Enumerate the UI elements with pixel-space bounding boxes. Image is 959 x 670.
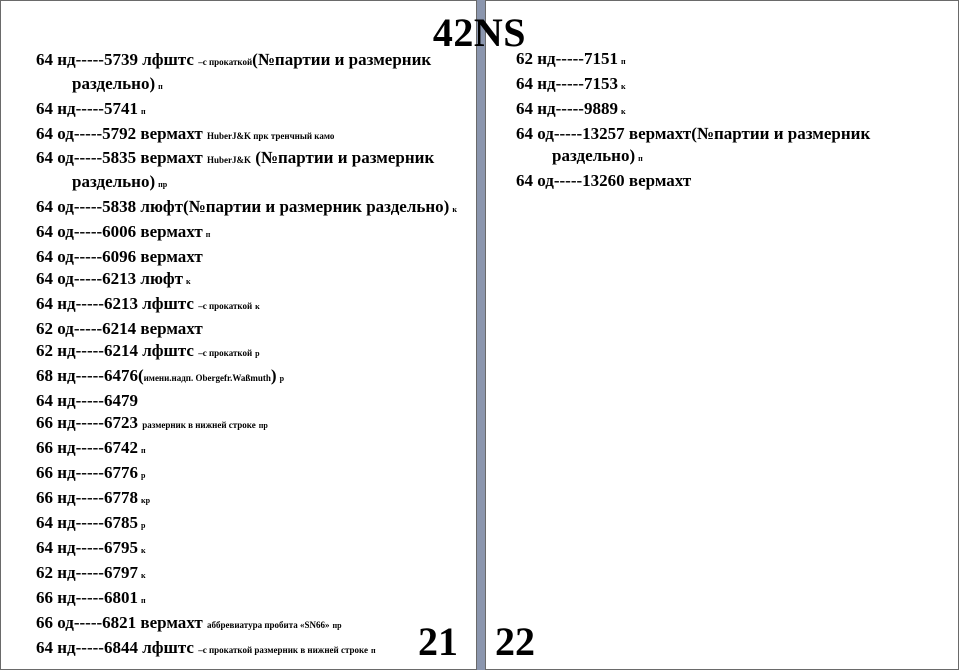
entry-mark: п bbox=[140, 596, 146, 605]
entry-line bbox=[516, 98, 956, 123]
entry-note-text: размерник в нижней строке bbox=[142, 420, 256, 430]
entry-main-text: 66 од-----6821 вермахт bbox=[36, 613, 207, 632]
entry-line bbox=[36, 390, 466, 412]
entry-note-text: –с прокаткой размерник в нижней строке bbox=[198, 645, 368, 655]
entry-line bbox=[36, 537, 466, 562]
entry-mark: к bbox=[620, 107, 626, 116]
entry-note-text: –с прокаткой bbox=[198, 348, 253, 358]
entry-line bbox=[36, 437, 466, 462]
entry-main-text: 64 нд-----5741 bbox=[36, 99, 138, 118]
left-page-entry-list bbox=[36, 49, 466, 662]
page-number-left: 21 bbox=[418, 619, 458, 664]
entry-main-text: 64 од-----5835 вермахт bbox=[36, 148, 207, 167]
entry-mark: п bbox=[140, 107, 146, 116]
entry-mark: п bbox=[205, 230, 211, 239]
entry-line bbox=[36, 98, 466, 123]
entry-mark: пр bbox=[158, 180, 168, 189]
entry-main-text: 64 од-----13257 вермахт(№партии и размерник раздельно) bbox=[516, 124, 871, 165]
entry-main-text: 64 нд-----6213 лфштс bbox=[36, 294, 199, 313]
entry-line bbox=[516, 73, 956, 98]
entry-tail-text: (№партии и размерник раздельно) bbox=[72, 50, 432, 93]
entry-line bbox=[36, 340, 466, 365]
entry-note-text: имени.надп. Obergefr.Waßmuth bbox=[143, 373, 271, 383]
entry-main-text: 64 нд-----6795 bbox=[36, 538, 138, 557]
entry-main-text: 68 нд-----6476( bbox=[36, 366, 144, 385]
entry-tail-text: (№партии и размерник раздельно) bbox=[72, 148, 435, 191]
entry-note-text: аббревиатура пробита «SN66» bbox=[206, 620, 330, 630]
entry-note-text: –с прокаткой bbox=[198, 301, 253, 311]
entry-main-text: 66 нд-----6723 bbox=[36, 413, 143, 432]
entry-main-text: 62 нд-----7151 bbox=[516, 49, 618, 68]
entry-main-text: 66 нд-----6776 bbox=[36, 463, 138, 482]
entry-main-text: 64 од-----5838 люфт(№партии и размерник раздельно) bbox=[36, 197, 450, 216]
entry-mark: пр bbox=[258, 421, 268, 430]
entry-line bbox=[36, 318, 466, 340]
entry-mark: к bbox=[140, 546, 146, 555]
entry-note-text: HuberJ&K bbox=[206, 155, 251, 165]
entry-main-text: 64 од-----6213 люфт bbox=[36, 269, 183, 288]
document-title: 42NS bbox=[432, 10, 527, 55]
entry-line bbox=[36, 587, 466, 612]
entry-line bbox=[36, 196, 466, 221]
entry-mark: п bbox=[140, 446, 146, 455]
entry-tail-text: ) bbox=[270, 366, 277, 385]
entry-mark: к bbox=[140, 571, 146, 580]
entry-line bbox=[36, 562, 466, 587]
entry-mark: п bbox=[638, 154, 643, 163]
entry-line bbox=[36, 221, 466, 246]
entry-line bbox=[36, 268, 466, 293]
entry-main-text: 64 нд-----5739 лфштс bbox=[36, 50, 199, 69]
entry-mark: п bbox=[620, 57, 626, 66]
entry-mark: п bbox=[158, 82, 163, 91]
entry-mark: пр bbox=[332, 621, 342, 630]
entry-main-text: 64 нд-----7153 bbox=[516, 74, 618, 93]
entry-main-text: 62 нд-----6214 лфштс bbox=[36, 341, 199, 360]
entry-note-text: –с прокаткой bbox=[198, 57, 253, 67]
entry-main-text: 62 од-----6214 вермахт bbox=[36, 319, 203, 338]
entry-mark: к bbox=[185, 277, 191, 286]
right-page-entry-list bbox=[516, 48, 956, 192]
entry-main-text: 64 нд-----6844 лфштс bbox=[36, 638, 199, 657]
entry-main-text: 64 од-----6096 вермахт bbox=[36, 247, 203, 266]
entry-mark: р bbox=[140, 521, 146, 530]
entry-note-text: HuberJ&K прк тренчный камо bbox=[206, 131, 335, 141]
entry-main-text: 64 од-----6006 вермахт bbox=[36, 222, 203, 241]
entry-line bbox=[36, 123, 466, 147]
page-gutter bbox=[477, 0, 485, 670]
entry-line bbox=[36, 246, 466, 268]
entry-mark: кр bbox=[140, 496, 151, 505]
entry-mark: к bbox=[620, 82, 626, 91]
entry-line bbox=[36, 637, 466, 662]
entry-main-text: 64 нд-----6785 bbox=[36, 513, 138, 532]
entry-line bbox=[36, 462, 466, 487]
entry-main-text: 66 нд-----6742 bbox=[36, 438, 138, 457]
entry-line bbox=[36, 412, 466, 437]
entry-mark: р bbox=[140, 471, 146, 480]
entry-line bbox=[36, 512, 466, 537]
entry-line bbox=[516, 123, 956, 170]
entry-mark: р bbox=[279, 374, 285, 383]
entry-line bbox=[36, 365, 466, 390]
page-number-right: 22 bbox=[495, 619, 535, 664]
entry-mark: п bbox=[370, 646, 376, 655]
entry-main-text: 64 од-----13260 вермахт bbox=[516, 171, 692, 190]
entry-main-text: 66 нд-----6778 bbox=[36, 488, 138, 507]
entry-line bbox=[36, 293, 466, 318]
entry-line bbox=[516, 170, 956, 192]
entry-main-text: 64 од-----5792 вермахт bbox=[36, 124, 207, 143]
entry-mark: р bbox=[255, 349, 260, 358]
entry-line bbox=[36, 147, 466, 196]
entry-main-text: 64 нд-----9889 bbox=[516, 99, 618, 118]
entry-main-text: 62 нд-----6797 bbox=[36, 563, 138, 582]
entry-mark: к bbox=[255, 302, 260, 311]
entry-mark: к bbox=[452, 205, 457, 214]
entry-line bbox=[36, 487, 466, 512]
entry-main-text: 66 нд-----6801 bbox=[36, 588, 138, 607]
entry-main-text: 64 нд-----6479 bbox=[36, 391, 138, 410]
entry-line bbox=[36, 612, 466, 637]
